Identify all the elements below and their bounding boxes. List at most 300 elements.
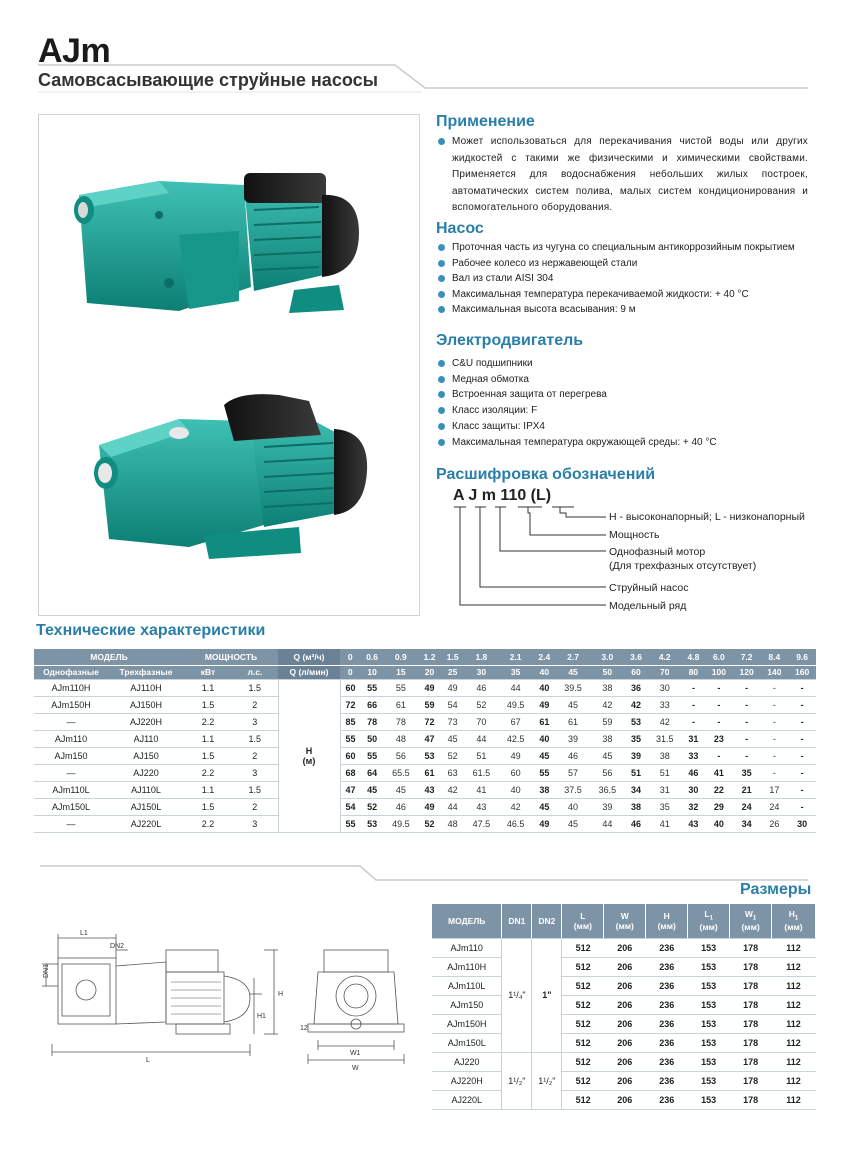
dims-value: 236 <box>646 995 688 1014</box>
q-lmin-header: 30 <box>464 665 498 679</box>
head-value: 44 <box>464 730 498 747</box>
single-phase-model: — <box>34 713 108 730</box>
power-hp: 3 <box>232 713 278 730</box>
table-row <box>432 1071 816 1090</box>
dims-col-unit: (мм) <box>615 920 634 931</box>
section-divider <box>0 858 850 898</box>
power-kw: 2.2 <box>184 764 232 781</box>
head-value: 41 <box>648 815 682 832</box>
table-row <box>432 1090 816 1109</box>
dims-value: 178 <box>730 1033 772 1052</box>
dims-col-label: H <box>788 909 795 920</box>
decode-label-head: H - высоконапорный; L - низконапорный <box>609 511 805 523</box>
single-phase-model: — <box>34 815 108 832</box>
q-m3h-header: 1.5 <box>441 649 464 665</box>
decode-label-single-phase: Однофазный мотор <box>609 546 706 558</box>
decode-heading: Расшифровка обозначений <box>436 466 656 483</box>
head-value: 24 <box>733 798 761 815</box>
head-value: 40 <box>705 815 733 832</box>
head-value: 45 <box>361 781 384 798</box>
dims-value: 112 <box>772 1071 816 1090</box>
dims-value: 206 <box>604 1052 646 1071</box>
three-phase-model: AJ110H <box>108 679 184 696</box>
list-item: Максимальная температура окружающей среды: + 40 °C <box>436 435 806 451</box>
head-value: 44 <box>441 798 464 815</box>
head-value: 34 <box>733 815 761 832</box>
head-value: 42 <box>499 798 533 815</box>
head-value: 41 <box>464 781 498 798</box>
table-row <box>432 1052 816 1071</box>
head-value: 59 <box>590 713 624 730</box>
dims-col-unit: (мм) <box>699 922 718 933</box>
head-value: 56 <box>590 764 624 781</box>
head-value: 55 <box>340 815 361 832</box>
dims-value: 178 <box>730 957 772 976</box>
head-value: 40 <box>533 679 556 696</box>
head-value: 46.5 <box>499 815 533 832</box>
head-value: 38 <box>533 781 556 798</box>
head-value: - <box>705 679 733 696</box>
q-m3h-header: 8.4 <box>760 649 788 665</box>
dims-col-label: H <box>663 910 670 921</box>
dims-value: 512 <box>562 976 604 995</box>
q-m3h-header: 2.7 <box>556 649 590 665</box>
q-lmin-header: 40 <box>533 665 556 679</box>
dims-col-header <box>532 904 562 938</box>
head-value: 55 <box>361 747 384 764</box>
dimension-drawings <box>36 924 426 1074</box>
table-row <box>34 696 816 713</box>
q-lmin-header: 25 <box>441 665 464 679</box>
head-value: 40 <box>533 730 556 747</box>
table-row <box>432 995 816 1014</box>
dn1-value: 1¹/₂" <box>502 1052 532 1109</box>
head-value: 45 <box>533 747 556 764</box>
col-hp: л.с. <box>232 665 278 679</box>
head-value: 26 <box>760 815 788 832</box>
head-value: - <box>733 747 761 764</box>
power-kw: 1.1 <box>184 781 232 798</box>
page-subtitle: Самовсасывающие струйные насосы <box>38 70 378 90</box>
head-value: 53 <box>624 713 647 730</box>
motor-heading: Электродвигатель <box>436 332 584 349</box>
head-value: 37.5 <box>556 781 590 798</box>
decode-label-series: Модельный ряд <box>609 600 687 612</box>
col-model: МОДЕЛЬ <box>34 649 184 665</box>
dims-value: 112 <box>772 995 816 1014</box>
dims-value: 236 <box>646 976 688 995</box>
dims-value: 206 <box>604 938 646 957</box>
dims-value: 112 <box>772 1052 816 1071</box>
head-value: 55 <box>384 679 418 696</box>
dims-value: 178 <box>730 976 772 995</box>
power-kw: 1.5 <box>184 696 232 713</box>
head-value: 30 <box>788 815 816 832</box>
power-kw: 1.5 <box>184 798 232 815</box>
decode-label-three-phase-note: (Для трехфазных отсутствует) <box>609 560 757 572</box>
head-value: 39 <box>590 798 624 815</box>
head-value: 35 <box>733 764 761 781</box>
head-value: 85 <box>340 713 361 730</box>
power-hp: 1.5 <box>232 679 278 696</box>
q-lmin-header: 70 <box>648 665 682 679</box>
dims-value: 153 <box>688 1052 730 1071</box>
col-single-phase: Однофазные <box>34 665 108 679</box>
head-value: 61 <box>384 696 418 713</box>
head-value: 51 <box>624 764 647 781</box>
q-m3h-header: 0 <box>340 649 361 665</box>
dims-value: 206 <box>604 995 646 1014</box>
head-value: 52 <box>361 798 384 815</box>
head-value: 70 <box>464 713 498 730</box>
single-phase-model: AJm150 <box>34 747 108 764</box>
list-item: C&U подшипники <box>436 356 806 372</box>
table-row <box>34 815 816 832</box>
pump-heading: Насос <box>436 220 484 237</box>
power-kw: 1.5 <box>184 747 232 764</box>
head-value: 42 <box>648 713 682 730</box>
head-value: - <box>733 730 761 747</box>
head-value: 43 <box>682 815 705 832</box>
head-value: - <box>682 696 705 713</box>
head-value: 61.5 <box>464 764 498 781</box>
dims-value: 153 <box>688 1071 730 1090</box>
head-unit: (м) <box>302 755 316 766</box>
head-value: 46 <box>556 747 590 764</box>
head-value: 66 <box>361 696 384 713</box>
head-value: 33 <box>648 696 682 713</box>
q-m3h-header: 1.8 <box>464 649 498 665</box>
table-row <box>432 976 816 995</box>
dim-label-w: W <box>352 1065 359 1072</box>
head-value: 47.5 <box>464 815 498 832</box>
head-value: 47 <box>340 781 361 798</box>
power-hp: 2 <box>232 747 278 764</box>
q-lmin-header: 35 <box>499 665 533 679</box>
dims-col-unit: (мм) <box>741 922 760 933</box>
pump-features-list <box>436 240 796 318</box>
dims-value: 206 <box>604 976 646 995</box>
head-label: H <box>305 745 313 756</box>
head-value: 51 <box>648 764 682 781</box>
dims-heading: Размеры <box>740 881 812 898</box>
dims-value: 112 <box>772 1014 816 1033</box>
q-m3h-header: 9.6 <box>788 649 816 665</box>
decode-label-jet: Струйный насос <box>609 582 689 594</box>
head-value: - <box>705 696 733 713</box>
head-value: 48 <box>441 815 464 832</box>
q-lmin-header: 20 <box>418 665 441 679</box>
dim-label-dn1: DN1 <box>43 963 50 978</box>
dim-label-dn2: DN2 <box>110 943 125 950</box>
specs-heading: Технические характеристики <box>36 622 266 639</box>
head-value: 46 <box>464 679 498 696</box>
head-value: 41 <box>705 764 733 781</box>
q-lmin-header: 60 <box>624 665 647 679</box>
power-kw: 1.1 <box>184 679 232 696</box>
dims-value: 206 <box>604 1014 646 1033</box>
list-item: Медная обмотка <box>436 372 806 388</box>
dim-label-h1: H1 <box>257 1013 266 1020</box>
head-value: 35 <box>648 798 682 815</box>
head-value: 64 <box>361 764 384 781</box>
head-value: 61 <box>533 713 556 730</box>
power-hp: 1.5 <box>232 730 278 747</box>
head-value: 45 <box>441 730 464 747</box>
head-value: 53 <box>418 747 441 764</box>
head-value: 17 <box>760 781 788 798</box>
dims-model: AJm150L <box>432 1033 502 1052</box>
head-value: 47 <box>418 730 441 747</box>
q-lmin-header: 15 <box>384 665 418 679</box>
head-value: 53 <box>361 815 384 832</box>
dims-col-sub: 1 <box>752 916 757 923</box>
head-value: 48 <box>384 730 418 747</box>
head-value: 59 <box>418 696 441 713</box>
dims-value: 236 <box>646 1090 688 1109</box>
dim-label-l1: L1 <box>80 930 88 937</box>
page-title: AJm <box>38 32 111 70</box>
head-value: 52 <box>464 696 498 713</box>
pump-illustrations <box>39 115 419 615</box>
head-value: 49.5 <box>499 696 533 713</box>
dims-value: 206 <box>604 1090 646 1109</box>
three-phase-model: AJ220 <box>108 764 184 781</box>
dims-value: 112 <box>772 1090 816 1109</box>
dims-col-unit: (мм) <box>657 920 676 931</box>
table-row <box>432 938 816 957</box>
three-phase-model: AJ110 <box>108 730 184 747</box>
single-phase-model: AJm150H <box>34 696 108 713</box>
q-m3h-header: 3.0 <box>590 649 624 665</box>
table-row <box>432 1014 816 1033</box>
head-value: 72 <box>418 713 441 730</box>
head-value: - <box>760 764 788 781</box>
dims-col-header <box>562 904 604 938</box>
q-lmin-header: 100 <box>705 665 733 679</box>
dims-value: 153 <box>688 957 730 976</box>
dims-value: 206 <box>604 1071 646 1090</box>
dims-model: AJm110H <box>432 957 502 976</box>
model-code: A J m 110 (L) <box>453 487 552 504</box>
head-value: 40 <box>499 781 533 798</box>
dims-table <box>432 904 816 1110</box>
dims-model: AJm150 <box>432 995 502 1014</box>
head-value: 39 <box>624 747 647 764</box>
dims-value: 153 <box>688 995 730 1014</box>
head-value: 55 <box>361 679 384 696</box>
table-row <box>432 957 816 976</box>
dims-value: 178 <box>730 1014 772 1033</box>
decode-connector-lines <box>440 505 620 615</box>
head-value: 54 <box>441 696 464 713</box>
dims-value: 236 <box>646 1033 688 1052</box>
head-value: 72 <box>340 696 361 713</box>
q-lmin-header: 140 <box>760 665 788 679</box>
col-kw: кВт <box>184 665 232 679</box>
q-lmin-header: 120 <box>733 665 761 679</box>
single-phase-model: AJm110L <box>34 781 108 798</box>
dims-value: 112 <box>772 1033 816 1052</box>
head-value: - <box>760 730 788 747</box>
table-row <box>34 679 816 696</box>
head-value: 60 <box>340 679 361 696</box>
head-value: 45 <box>556 815 590 832</box>
col-q-lmin: Q (л/мин) <box>278 665 340 679</box>
head-value: 49 <box>499 747 533 764</box>
dims-col-label: МОДЕЛЬ <box>448 915 486 926</box>
q-m3h-header: 0.6 <box>361 649 384 665</box>
head-value: - <box>760 713 788 730</box>
head-value: 78 <box>361 713 384 730</box>
head-value: 52 <box>418 815 441 832</box>
table-row <box>34 747 816 764</box>
head-value: 42.5 <box>499 730 533 747</box>
dims-value: 236 <box>646 938 688 957</box>
dims-col-header <box>772 904 816 938</box>
dims-model: AJm150H <box>432 1014 502 1033</box>
dims-value: 512 <box>562 1090 604 1109</box>
list-item: Максимальная температура перекачиваемой жидкости: + 40 °C <box>436 287 796 303</box>
table-row <box>34 713 816 730</box>
head-value: 29 <box>705 798 733 815</box>
three-phase-model: AJ110L <box>108 781 184 798</box>
head-value: 60 <box>340 747 361 764</box>
head-value: 31 <box>648 781 682 798</box>
single-phase-model: AJm150L <box>34 798 108 815</box>
head-value: - <box>788 713 816 730</box>
head-value: - <box>733 679 761 696</box>
head-value: 51 <box>464 747 498 764</box>
head-value: 40 <box>556 798 590 815</box>
dims-value: 178 <box>730 1052 772 1071</box>
head-value: 78 <box>384 713 418 730</box>
head-value: 67 <box>499 713 533 730</box>
power-kw: 1.1 <box>184 730 232 747</box>
head-value: 42 <box>624 696 647 713</box>
three-phase-model: AJ150L <box>108 798 184 815</box>
head-value: - <box>705 747 733 764</box>
motor-features-list <box>436 356 806 450</box>
list-item: Максимальная высота всасывания: 9 м <box>436 302 796 318</box>
head-value: - <box>705 713 733 730</box>
head-value: 49 <box>418 679 441 696</box>
application-heading: Применение <box>436 113 535 130</box>
dims-value: 153 <box>688 938 730 957</box>
head-value: 44 <box>590 815 624 832</box>
head-value: 39 <box>556 730 590 747</box>
head-value: 60 <box>499 764 533 781</box>
head-value: - <box>682 679 705 696</box>
dims-value: 206 <box>604 957 646 976</box>
dn2-value: 1¹/₂" <box>532 1052 562 1109</box>
power-hp: 3 <box>232 764 278 781</box>
dim-label-12: 12 <box>300 1025 308 1032</box>
dims-value: 206 <box>604 1033 646 1052</box>
head-value: - <box>788 781 816 798</box>
dims-value: 512 <box>562 995 604 1014</box>
q-m3h-header: 0.9 <box>384 649 418 665</box>
head-value: - <box>733 713 761 730</box>
pump-image-bottom <box>94 394 367 559</box>
head-value: 38 <box>590 730 624 747</box>
head-value: - <box>788 798 816 815</box>
list-item: Рабочее колесо из нержавеющей стали <box>436 256 796 272</box>
head-value: - <box>682 713 705 730</box>
dims-value: 512 <box>562 957 604 976</box>
head-value: 43 <box>418 781 441 798</box>
dims-col-label: W <box>744 909 753 920</box>
head-value: - <box>788 696 816 713</box>
col-q-m3h: Q (м³/ч) <box>278 649 340 665</box>
head-value: 44 <box>499 679 533 696</box>
dims-col-header <box>730 904 772 938</box>
head-value: 39.5 <box>556 679 590 696</box>
dims-col-header <box>432 904 502 938</box>
list-item: Класс изоляции: F <box>436 403 806 419</box>
q-lmin-header: 80 <box>682 665 705 679</box>
dims-value: 178 <box>730 938 772 957</box>
dn1-value: 1¹/₄" <box>502 938 532 1052</box>
head-value: 61 <box>556 713 590 730</box>
head-value: 35 <box>624 730 647 747</box>
head-value: 45 <box>556 696 590 713</box>
q-m3h-header: 7.2 <box>733 649 761 665</box>
head-value: 46 <box>384 798 418 815</box>
three-phase-model: AJ150 <box>108 747 184 764</box>
head-value: 30 <box>648 679 682 696</box>
head-value: - <box>788 747 816 764</box>
q-m3h-header: 1.2 <box>418 649 441 665</box>
dims-col-label: W <box>620 910 629 921</box>
head-value: - <box>733 696 761 713</box>
dims-col-unit: (мм) <box>573 920 592 931</box>
q-lmin-header: 0 <box>340 665 361 679</box>
head-value: 23 <box>705 730 733 747</box>
head-value: 49 <box>533 696 556 713</box>
q-lmin-header: 10 <box>361 665 384 679</box>
head-value: 55 <box>340 730 361 747</box>
dims-value: 512 <box>562 1052 604 1071</box>
dims-value: 153 <box>688 1090 730 1109</box>
dims-value: 112 <box>772 957 816 976</box>
table-row <box>34 764 816 781</box>
dims-value: 112 <box>772 938 816 957</box>
q-lmin-header: 160 <box>788 665 816 679</box>
dims-value: 512 <box>562 938 604 957</box>
dims-col-label: DN2 <box>538 915 556 926</box>
three-phase-model: AJ220H <box>108 713 184 730</box>
dims-value: 178 <box>730 1090 772 1109</box>
head-value: 49 <box>441 679 464 696</box>
dims-value: 178 <box>730 1071 772 1090</box>
head-value: 61 <box>418 764 441 781</box>
head-value: 38 <box>648 747 682 764</box>
table-row <box>34 798 816 815</box>
head-value: 45 <box>384 781 418 798</box>
q-m3h-header: 3.6 <box>624 649 647 665</box>
pump-image-top <box>74 173 359 313</box>
head-value: 42 <box>441 781 464 798</box>
col-three-phase: Трехфазные <box>108 665 184 679</box>
dims-model: AJ220H <box>432 1071 502 1090</box>
list-item: Встроенная защита от перегрева <box>436 387 806 403</box>
dims-model: AJm110L <box>432 976 502 995</box>
dims-model: AJ220L <box>432 1090 502 1109</box>
q-lmin-header: 50 <box>590 665 624 679</box>
product-photo-panel <box>38 114 420 616</box>
head-value: 24 <box>760 798 788 815</box>
